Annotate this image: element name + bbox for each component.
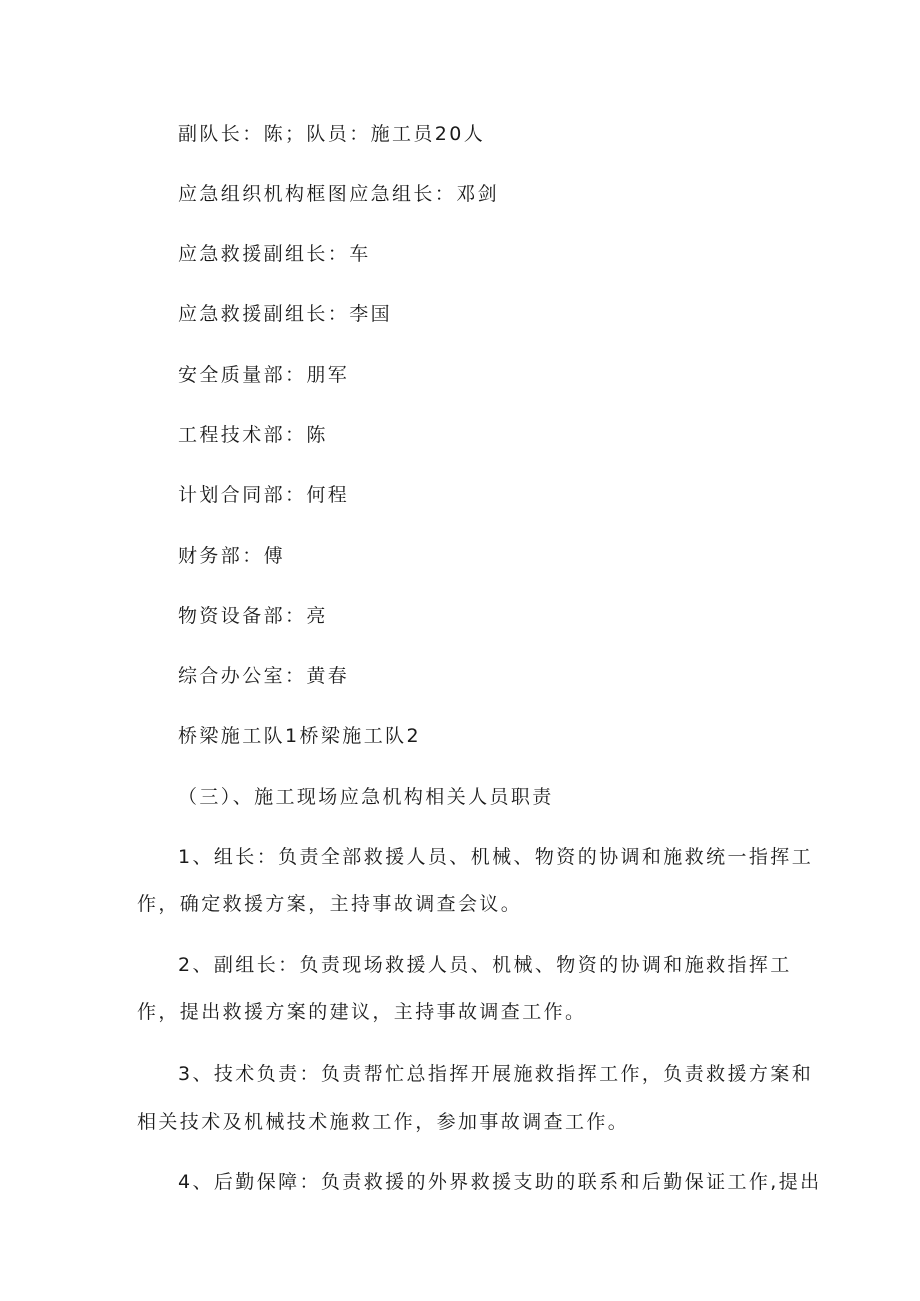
section-heading: （三）、施工现场应急机构相关人员职责 bbox=[178, 786, 554, 808]
org-line-bridge-teams: 桥梁施工队1桥梁施工队2 bbox=[178, 725, 421, 747]
org-line-general-office: 综合办公室：黄春 bbox=[178, 665, 350, 687]
duty-2-line-2: 作，提出救援方案的建议，主持事故调查工作。 bbox=[137, 1001, 587, 1023]
org-line-engineering-tech-dept: 工程技术部：陈 bbox=[178, 424, 328, 446]
duty-1-line-2: 作，确定救援方案，主持事故调查会议。 bbox=[137, 893, 523, 915]
org-line-materials-equipment-dept: 物资设备部：亮 bbox=[178, 605, 328, 627]
org-line-deputy-leader-2: 应急救援副组长：李国 bbox=[178, 303, 393, 325]
org-line-emergency-leader: 应急组织机构框图应急组长：邓剑 bbox=[178, 183, 500, 205]
duty-2-line-1: 2、副组长：负责现场救援人员、机械、物资的协调和施救指挥工 bbox=[178, 954, 792, 976]
org-line-deputy-leader-1: 应急救援副组长：车 bbox=[178, 243, 371, 265]
duty-1-line-1: 1、组长：负责全部救援人员、机械、物资的协调和施救统一指挥工 bbox=[178, 846, 814, 868]
org-line-deputy-team-leader: 副队长：陈；队员：施工员20人 bbox=[178, 123, 486, 145]
org-line-safety-quality-dept: 安全质量部：朋军 bbox=[178, 364, 350, 386]
org-line-finance-dept: 财务部：傅 bbox=[178, 545, 286, 567]
duty-3-line-1: 3、技术负责：负责帮忙总指挥开展施救指挥工作，负责救援方案和 bbox=[178, 1063, 814, 1085]
duty-3-line-2: 相关技术及机械技术施救工作，参加事故调查工作。 bbox=[137, 1111, 630, 1133]
duty-4-line-1: 4、后勤保障：负责救援的外界救援支助的联系和后勤保证工作,提出 bbox=[178, 1171, 822, 1193]
org-line-planning-contract-dept: 计划合同部：何程 bbox=[178, 484, 350, 506]
